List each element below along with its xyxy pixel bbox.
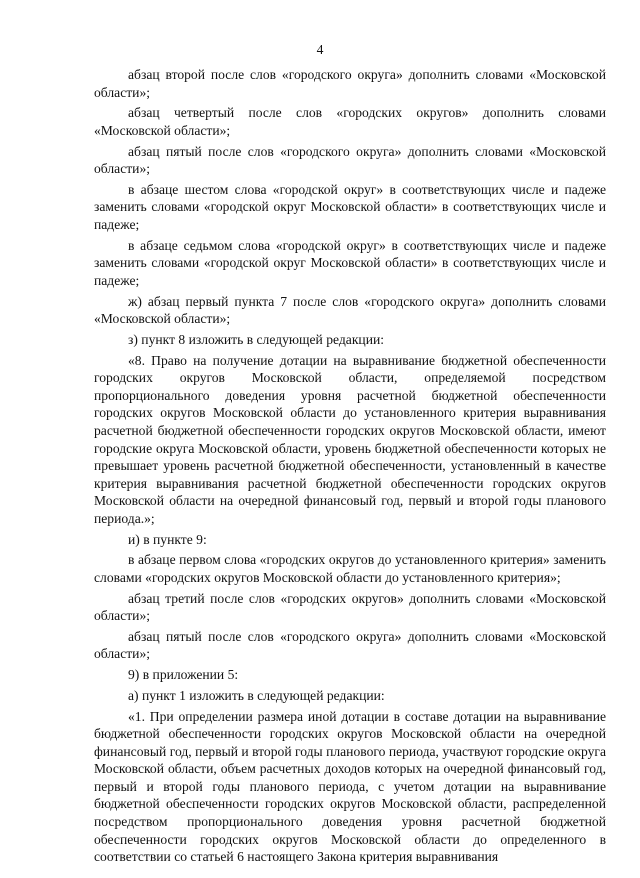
paragraph: в абзаце седьмом слова «городской округ» в соответствующих числе и падеже заменить словами «городской округ Московской области» в соответствующих числе и падеже; bbox=[94, 237, 606, 288]
paragraph: а) пункт 1 изложить в следующей редакции: bbox=[128, 687, 385, 703]
paragraph: в абзаце шестом слова «городской округ» в соответствующих числе и падеже заменить словами «городской округ Московской области» в соответствующих числе и падеже; bbox=[94, 181, 606, 233]
paragraph: 9) в приложении 5: bbox=[128, 667, 239, 683]
paragraph: и) в пункте 9: bbox=[128, 531, 207, 547]
paragraph: абзац второй после слов «городского округа» дополнить словами «Московской области»; bbox=[94, 67, 606, 100]
paragraph: ж) абзац первый пункта 7 после слов «городского округа» дополнить словами «Московской области»; bbox=[94, 293, 606, 327]
page-number: 4 bbox=[316, 42, 324, 57]
paragraph: абзац третий после слов «городских округов» дополнить словами «Московской области»; bbox=[94, 590, 606, 624]
paragraph: абзац четвертый после слов «городских округов» дополнить словами «Московской области»; bbox=[94, 105, 606, 138]
paragraph: з) пункт 8 изложить в следующей редакции: bbox=[128, 331, 385, 347]
document-body bbox=[94, 66, 606, 869]
paragraph: «1. При определении размера иной дотации в составе дотации на выравнивание бюджетной обеспеченности городских округов Московской области на очередной финансовый год, первый и второй годы планового периода, участвуют городские округа Московской области, объем расчетных доходов которых на очередной финансовый год, первый и второй годы планового периода, с учетом дотации на выравнивание бюджетной обеспеченности городских округов Московской области, распределенной посредством пропорционального доведения уровня расчетной бюджетной обеспеченности городских округов Московской области до определенного в соответствии со статьей 6 настоящего Закона критерия выравнивания bbox=[94, 708, 606, 865]
paragraph: абзац пятый после слов «городского округа» дополнить словами «Московской области»; bbox=[94, 143, 606, 177]
paragraph: в абзаце первом слова «городских округов до установленного критерия» заменить словами «городских округов Московской области до установленного критерия»; bbox=[94, 552, 606, 585]
paragraph: абзац пятый после слов «городского округа» дополнить словами «Московской области»; bbox=[94, 628, 606, 662]
paragraph: «8. Право на получение дотации на выравнивание бюджетной обеспеченности городских округов Московской области, определяемой посредством пропорционального доведения уровня расчетной бюджетной обеспеченности городских округов Московской области до установленного критерия выравнивания расчетной бюджетной обеспеченности городских округов Московской области, имеют городские округа Московской области, уровень бюджетной обеспеченности которых не превышает уровень расчетной бюджетной обеспеченности, установленный в качестве критерия выравнивания расчетной бюджетной обеспеченности городских округов Московской области на очередной финансовый год, первый и второй годы планового периода.»; bbox=[94, 352, 606, 526]
